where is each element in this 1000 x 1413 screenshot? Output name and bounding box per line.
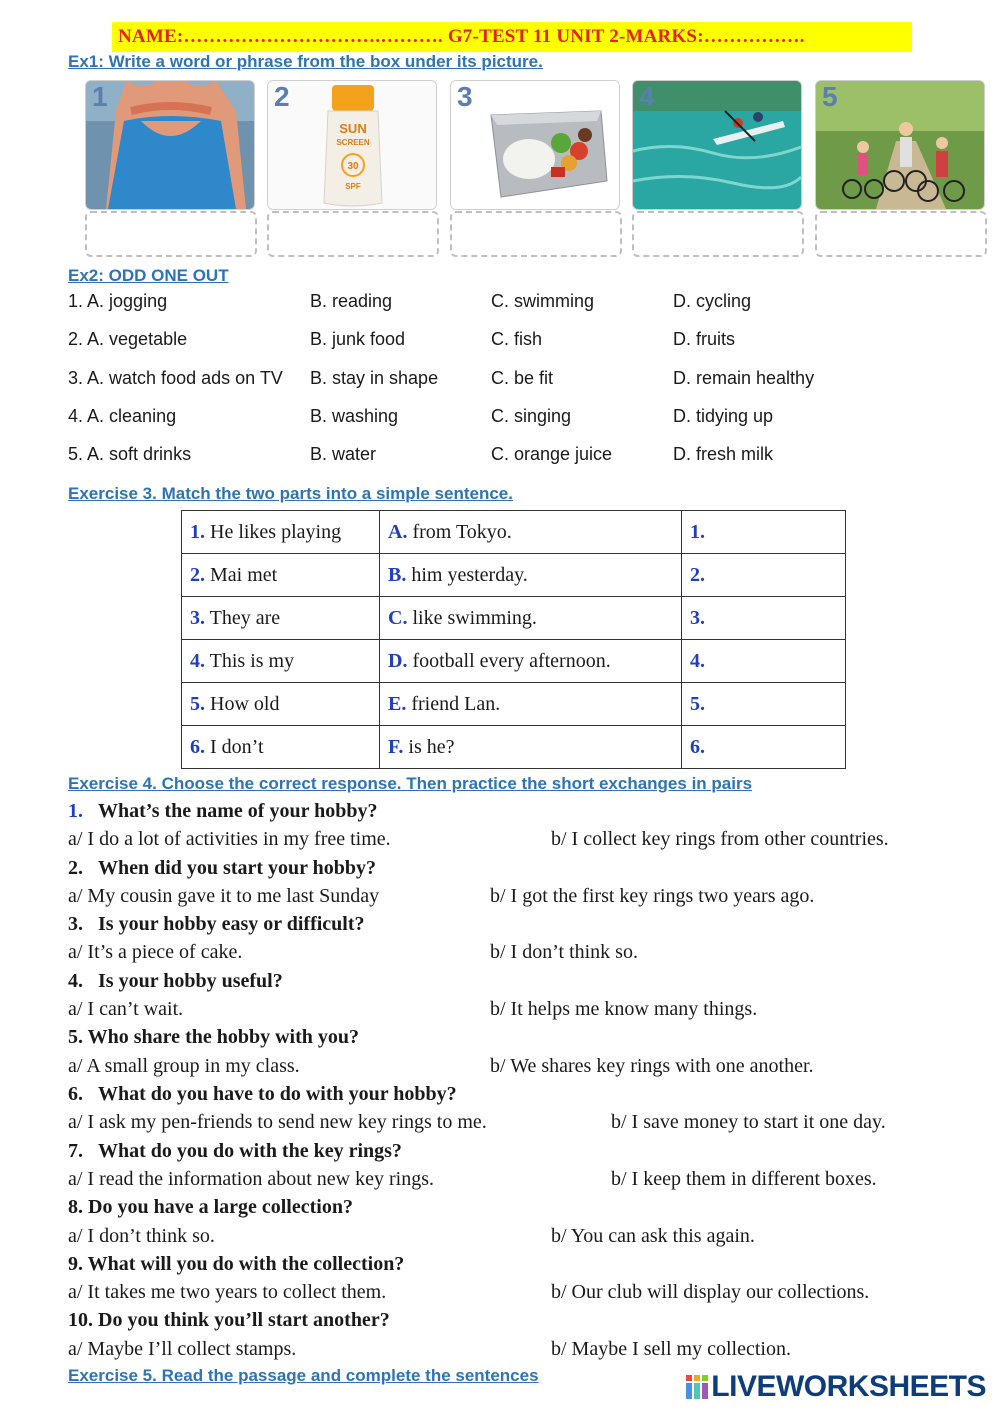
sunburned-back-icon bbox=[86, 81, 254, 209]
option-b[interactable]: B. water bbox=[310, 444, 377, 464]
right-part: A. from Tokyo. bbox=[380, 511, 682, 554]
ex2-heading: Ex2: ODD ONE OUT bbox=[68, 266, 229, 285]
answer-option-b[interactable]: b/ Maybe I sell my collection. bbox=[551, 1338, 791, 1360]
liveworksheets-icon bbox=[686, 1375, 708, 1399]
question-number: 3. bbox=[68, 368, 84, 388]
answer-box-1[interactable] bbox=[85, 211, 257, 257]
answer-option-a[interactable]: a/ It takes me two years to collect them. bbox=[68, 1281, 387, 1303]
ex2-row-4 bbox=[68, 406, 176, 427]
question-8: 8. Do you have a large collection? bbox=[68, 1196, 353, 1218]
sunscreen-bottle-icon bbox=[268, 81, 436, 209]
right-part: B. him yesterday. bbox=[380, 554, 682, 597]
option-d[interactable]: D. remain healthy bbox=[673, 368, 815, 388]
match-table bbox=[181, 510, 846, 769]
option-c[interactable]: C. swimming bbox=[491, 291, 595, 311]
right-part: C. like swimming. bbox=[380, 597, 682, 640]
option-d[interactable]: D. cycling bbox=[673, 291, 752, 311]
question-number: 4. bbox=[68, 406, 84, 426]
picture-number: 1 bbox=[92, 81, 108, 112]
left-part: 5. How old bbox=[182, 683, 380, 726]
table-row bbox=[182, 726, 846, 769]
option-d[interactable]: D. fresh milk bbox=[673, 444, 774, 464]
answer-option-b[interactable]: b/ I don’t think so. bbox=[490, 941, 638, 963]
picture-number: 2 bbox=[274, 81, 290, 112]
option-c[interactable]: C. fish bbox=[491, 329, 543, 349]
table-row bbox=[182, 554, 846, 597]
answer-option-a[interactable]: a/ Maybe I’ll collect stamps. bbox=[68, 1338, 297, 1360]
bottle-text: SUN bbox=[339, 121, 367, 136]
ex2-row-3 bbox=[68, 368, 283, 389]
option-c[interactable]: C. be fit bbox=[491, 368, 554, 388]
table-row bbox=[182, 640, 846, 683]
left-part: 3. They are bbox=[182, 597, 380, 640]
question-number: 1. bbox=[68, 291, 84, 311]
question-2: 2. When did you start your hobby? bbox=[68, 857, 377, 879]
left-part: 6. I don’t bbox=[182, 726, 380, 769]
question-3: 3. Is your hobby easy or difficult? bbox=[68, 913, 365, 935]
answer-option-b[interactable]: b/ We shares key rings with one another. bbox=[490, 1055, 814, 1077]
option-c[interactable]: C. orange juice bbox=[491, 444, 613, 464]
left-part: 1. He likes playing bbox=[182, 511, 380, 554]
picture-card-4 bbox=[632, 80, 802, 210]
picture-number: 5 bbox=[822, 81, 838, 112]
answer-cell[interactable]: 1. bbox=[682, 511, 846, 554]
question-7: 7. What do you do with the key rings? bbox=[68, 1140, 402, 1162]
page-title: NAME:………………………….………. G7-TEST 11 UNIT 2-MARKS:……………. bbox=[118, 26, 805, 47]
ex4-heading: Exercise 4. Choose the correct response. Then practice the short exchanges in pairs bbox=[68, 774, 753, 793]
right-part: E. friend Lan. bbox=[380, 683, 682, 726]
answer-option-a[interactable]: a/ It’s a piece of cake. bbox=[68, 941, 243, 963]
table-row bbox=[182, 597, 846, 640]
option-b[interactable]: B. junk food bbox=[310, 329, 406, 349]
lunch-box-icon bbox=[451, 81, 619, 209]
answer-cell[interactable]: 6. bbox=[682, 726, 846, 769]
answer-option-a[interactable]: a/ I don’t think so. bbox=[68, 1225, 215, 1247]
answer-box-3[interactable] bbox=[450, 211, 622, 257]
picture-card-2 bbox=[267, 80, 437, 210]
right-part: F. is he? bbox=[380, 726, 682, 769]
table-row bbox=[182, 511, 846, 554]
answer-cell[interactable]: 3. bbox=[682, 597, 846, 640]
option-a[interactable]: A. vegetable bbox=[87, 329, 188, 349]
answer-option-b[interactable]: b/ I save money to start it one day. bbox=[611, 1111, 886, 1133]
ex5-heading: Exercise 5. Read the passage and complete the sentences bbox=[68, 1366, 539, 1385]
option-d[interactable]: D. tidying up bbox=[673, 406, 774, 426]
answer-option-b[interactable]: b/ I got the first key rings two years ago. bbox=[490, 885, 815, 907]
answer-cell[interactable]: 5. bbox=[682, 683, 846, 726]
picture-number: 4 bbox=[639, 81, 655, 112]
answer-option-b[interactable]: b/ I keep them in different boxes. bbox=[611, 1168, 877, 1190]
question-10: 10. Do you think you’ll start another? bbox=[68, 1309, 390, 1331]
option-a[interactable]: A. soft drinks bbox=[87, 444, 192, 464]
bottle-text: SCREEN bbox=[336, 138, 370, 147]
picture-card-5 bbox=[815, 80, 985, 210]
bottle-text: 30 bbox=[347, 161, 359, 172]
left-part: 2. Mai met bbox=[182, 554, 380, 597]
family-cycling-icon bbox=[816, 81, 984, 209]
ex3-heading: Exercise 3. Match the two parts into a simple sentence. bbox=[68, 484, 513, 503]
answer-box-5[interactable] bbox=[815, 211, 987, 257]
kayaking-icon bbox=[633, 81, 801, 209]
picture-card-1 bbox=[85, 80, 255, 210]
answer-option-a[interactable]: a/ A small group in my class. bbox=[68, 1055, 300, 1077]
answer-box-2[interactable] bbox=[267, 211, 439, 257]
answer-option-b[interactable]: b/ I collect key rings from other countries. bbox=[551, 828, 889, 850]
ex2-row-5 bbox=[68, 444, 191, 465]
question-number: 2. bbox=[68, 329, 84, 349]
right-part: D. football every afternoon. bbox=[380, 640, 682, 683]
bottle-text: SPF bbox=[345, 182, 361, 191]
answer-option-a[interactable]: a/ I ask my pen-friends to send new key rings to me. bbox=[68, 1111, 487, 1133]
option-c[interactable]: C. singing bbox=[491, 406, 572, 426]
answer-option-a[interactable]: a/ I read the information about new key rings. bbox=[68, 1168, 434, 1190]
option-b[interactable]: B. reading bbox=[310, 291, 393, 311]
option-d[interactable]: D. fruits bbox=[673, 329, 736, 349]
question-9: 9. What will you do with the collection? bbox=[68, 1253, 405, 1275]
table-row bbox=[182, 683, 846, 726]
option-a[interactable]: A. jogging bbox=[87, 291, 168, 311]
answer-box-4[interactable] bbox=[632, 211, 804, 257]
answer-option-a[interactable]: a/ My cousin gave it to me last Sunday bbox=[68, 885, 380, 907]
option-b[interactable]: B. stay in shape bbox=[310, 368, 439, 388]
question-6: 6. What do you have to do with your hobby? bbox=[68, 1083, 457, 1105]
answer-option-a[interactable]: a/ I can’t wait. bbox=[68, 998, 184, 1020]
answer-cell[interactable]: 2. bbox=[682, 554, 846, 597]
question-4: 4. Is your hobby useful? bbox=[68, 970, 283, 992]
answer-option-b[interactable]: b/ Our club will display our collections. bbox=[551, 1281, 870, 1303]
left-part: 4. This is my bbox=[182, 640, 380, 683]
answer-option-b[interactable]: b/ You can ask this again. bbox=[551, 1225, 755, 1247]
option-a[interactable]: A. watch food ads on TV bbox=[87, 368, 283, 388]
answer-option-a[interactable]: a/ I do a lot of activities in my free time. bbox=[68, 828, 391, 850]
picture-number: 3 bbox=[457, 81, 473, 112]
question-number: 5. bbox=[68, 444, 84, 464]
liveworksheets-logo: LIVEWORKSHEETS bbox=[686, 1370, 986, 1404]
answer-cell[interactable]: 4. bbox=[682, 640, 846, 683]
question-5: 5. Who share the hobby with you? bbox=[68, 1026, 359, 1048]
answer-option-b[interactable]: b/ It helps me know many things. bbox=[490, 998, 758, 1020]
question-1: 1. What’s the name of your hobby? bbox=[68, 800, 378, 822]
ex2-row-2 bbox=[68, 329, 187, 350]
picture-card-3 bbox=[450, 80, 620, 210]
ex1-heading: Ex1: Write a word or phrase from the box under its picture. bbox=[68, 52, 543, 71]
ex2-row-1 bbox=[68, 291, 167, 312]
option-a[interactable]: A. cleaning bbox=[87, 406, 177, 426]
option-b[interactable]: B. washing bbox=[310, 406, 399, 426]
